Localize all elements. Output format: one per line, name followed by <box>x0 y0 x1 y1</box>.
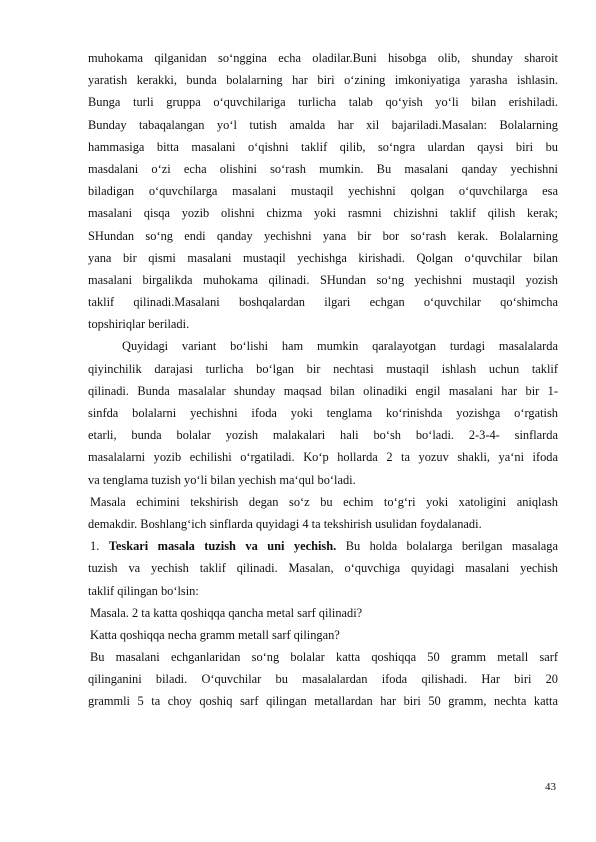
text-line: masdalani o‘zi echa olishini so‘rash mumkin. Bu masalani qanday yechishni <box>88 161 558 176</box>
text-line: va tenglama tuzish yo‘li bilan yechish ma‘qul bo‘ladi. <box>88 472 356 487</box>
text-line: qiyinchilik darajasi turlicha bo‘lgan bir nechtasi mustaqil ishlash uchun taklif <box>88 361 558 376</box>
text-line: etarli, bunda bolalar yozish malakalari hali bo‘sh bo‘ladi. 2-3-4- sinflarda <box>88 428 558 443</box>
text-line: taklif qilinadi.Masalani boshqalardan ilgari echgan o‘quvchilar qo‘shimcha <box>88 295 558 310</box>
item-heading: Teskari masala tuzish va uni yechish. <box>108 539 337 554</box>
text-line: Bu masalani echganlaridan so‘ng bolalar katta qoshiqqa 50 gramm metall sarf <box>90 650 558 665</box>
text-line: Bunday tabaqalangan yo‘l tutish amalda har xil bajariladi.Masalan: Bolalarning <box>88 117 558 132</box>
item-number: 1. <box>90 539 100 554</box>
text-line: taklif qilingan bo‘lsin: <box>88 583 199 598</box>
text-line: sinfda bolalarni yechishni ifoda yoki tenglama ko‘rinishda yozishga o‘rgatish <box>88 406 558 420</box>
text-line: masalani birgalikda muhokama qilinadi. SHundan so‘ng yechishni mustaqil yozish <box>88 272 558 287</box>
text-line: Masala. 2 ta katta qoshiqqa qancha metal sarf qilinadi? <box>90 605 363 620</box>
text-line: qilinadi. Bunda masalalar shunday maqsad bilan olinadiki engil masalani har bir 1- <box>88 383 558 398</box>
text-line: tuzish va yechish taklif qilinadi. Masalan, o‘quvchiga quyidagi masalani yechish <box>88 561 558 576</box>
text-line: topshiriqlar beriladi. <box>88 317 190 332</box>
text-line: qilinganini biladi. O‘quvchilar bu masalalardan ifoda qilishadi. Har biri 20 <box>88 672 558 687</box>
numbered-item-line <box>88 535 558 557</box>
text-line: SHundan so‘ng endi qanday yechishni yana bir bor so‘rash kerak. Bolalarning <box>88 228 558 243</box>
text-line: Quyidagi variant bo‘lishi ham mumkin qaralayotgan turdagi masalalarda <box>122 339 558 354</box>
text-line: grammli 5 ta choy qoshiq sarf qilingan metallardan har biri 50 gramm, nechta katta <box>88 694 558 709</box>
text-line: muhokama qilganidan so‘nggina echa oladilar.Buni hisobga olib, shunday sharoit <box>88 51 558 65</box>
text-line: masalalarni yozib echilishi o‘rgatiladi. Ko‘p hollarda 2 ta yozuv shakli, ya‘ni ifoda <box>88 450 558 465</box>
text-line: demakdir. Boshlang‘ich sinflarda quyidagi 4 ta tekshirish usulidan foydalanadi. <box>88 516 482 531</box>
document-body <box>88 47 558 713</box>
text-line: masalani qisqa yozib olishni chizma yoki rasmni chizishni taklif qilish kerak; <box>88 206 558 221</box>
text-line: Katta qoshiqqa necha gramm metall sarf qilingan? <box>90 627 340 642</box>
text-line: biladigan o‘quvchilarga masalani mustaqil yechishni qolgan o‘quvchilarga esa <box>88 184 558 199</box>
text-line: yaratish kerakki, bunda bolalarning har biri o‘zining imkoniyatiga yarasha ishlasin. <box>88 73 558 88</box>
text-line: Masala echimini tekshirish degan so‘z bu echim to‘g‘ri yoki xatoligini aniqlash <box>90 494 558 509</box>
text-line: yana bir qismi masalani mustaqil yechishga kirishadi. Qolgan o‘quvchilar bilan <box>88 250 558 265</box>
item-text: Bu holda bolalarga berilgan masalaga <box>345 539 558 554</box>
text-line: Bunga turli gruppa o‘quvchilariga turlicha talab qo‘yish yo‘li bilan erishiladi. <box>88 95 558 110</box>
text-line: hammasiga bitta masalani o‘qishni taklif qilib, so‘ngra ulardan qaysi biri bu <box>88 139 558 154</box>
page-number: 43 <box>545 781 556 793</box>
